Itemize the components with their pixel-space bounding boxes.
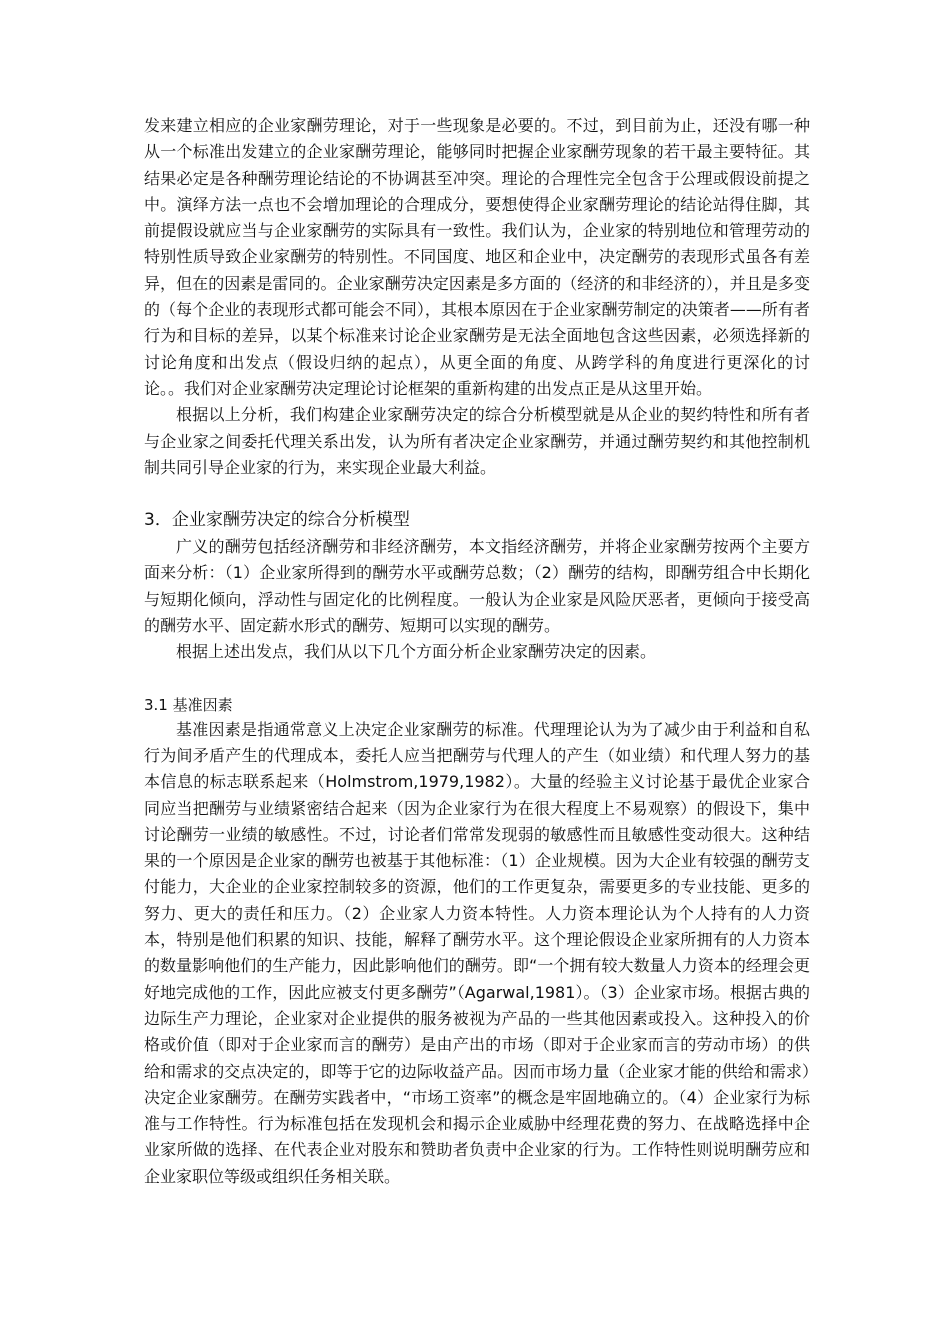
document-body [144, 113, 810, 1190]
section-3-heading: 3．企业家酬劳决定的综合分析模型 [144, 510, 410, 531]
intro-paragraph-1: 发来建立相应的企业家酬劳理论，对于一些现象是必要的。不过，到目前为止，还没有哪一种从一个标准出发建立的企业家酬劳理论，能够同时把握企业家酬劳现象的若干最主要特征。其结果必定是各种酬劳理论结论的不协调甚至冲突。理论的合理性完全包含于公理或假设前提之中。演绎方法一点也不会增加理论的合理成分，要想使得企业家酬劳理论的结论站得住脚，其前提假设就应当与企业家酬劳的实际具有一致性。我们认为，企业家的特别地位和管理劳动的特别性质导致企业家酬劳的特别性。不同国度、地区和企业中，决定酬劳的表现形式虽各有差异，但在的因素是雷同的。企业家酬劳决定因素是多方面的（经济的和非经济的），并且是多变的（每个企业的表现形式都可能会不同），其根本原因在于企业家酬劳制定的决策者——所有者行为和目标的差异，以某个标准来讨论企业家酬劳是无法全面地包含这些因素，必须选择新的讨论角度和出发点（假设归纳的起点），从更全面的角度、从跨学科的角度进行更深化的讨论。。我们对企业家酬劳决定理论讨论框架的重新构建的出发点正是从这里开始。 [144, 116, 810, 398]
section-3-paragraph-2: 根据上述出发点，我们从以下几个方面分析企业家酬劳决定的因素。 [176, 642, 657, 662]
section-3-1-heading: 3.1 基准因素 [144, 695, 233, 714]
intro-paragraph-2: 根据以上分析，我们构建企业家酬劳决定的综合分析模型就是从企业的契约特性和所有者与企业家之间委托代理关系出发，认为所有者决定企业家酬劳，并通过酬劳契约和其他控制机制共同引导企业家的行为，来实现企业最大利益。 [144, 405, 810, 477]
section-3-paragraph-1: 广义的酬劳包括经济酬劳和非经济酬劳，本文指经济酬劳，并将企业家酬劳按两个主要方面来分析：（1）企业家所得到的酬劳水平或酬劳总数；（2）酬劳的结构，即酬劳组合中长期化与短期化倾向，浮动性与固定化的比例程度。一般认为企业家是风险厌恶者，更倾向于接受高的酬劳水平、固定薪水形式的酬劳、短期可以实现的酬劳。 [144, 537, 810, 636]
section-3-1-paragraph-1: 基准因素是指通常意义上决定企业家酬劳的标准。代理理论认为为了减少由于利益和自私行为间矛盾产生的代理成本，委托人应当把酬劳与代理人的产生（如业绩）和代理人努力的基本信息的标志联系起来（Holmstrom,1979,1982）。大量的经验主义讨论基于最优企业家合同应当把酬劳与业绩紧密结合起来（因为企业家行为在很大程度上不易观察）的假设下，集中讨论酬劳一业绩的敏感性。不过，讨论者们常常发现弱的敏感性而且敏感性变动很大。这种结果的一个原因是企业家的酬劳也被基于其他标准：（1）企业规模。因为大企业有较强的酬劳支付能力，大企业的企业家控制较多的资源，他们的工作更复杂，需要更多的专业技能、更多的努力、更大的责任和压力。（2）企业家人力资本特性。人力资本理论认为个人持有的人力资本，特别是他们积累的知识、技能，解释了酬劳水平。这个理论假设企业家所拥有的人力资本的数量影响他们的生产能力，因此影响他们的酬劳。即“一个拥有较大数量人力资本的经理会更好地完成他的工作，因此应被支付更多酬劳”（Agarwal,1981）。（3）企业家市场。根据古典的边际生产力理论，企业家对企业提供的服务被视为产品的一些其他因素或投入。这种投入的价格或价值（即对于企业家而言的酬劳）是由产出的市场（即对于企业家而言的劳动市场）的供给和需求的交点决定的，即等于它的边际收益产品。因而市场力量（企业家才能的供给和需求）决定企业家酬劳。在酬劳实践者中，“市场工资率”的概念是牢固地确立的。（4）企业家行为标准与工作特性。行为标准包括在发现机会和揭示企业威胁中经理花费的努力、在战略选择中企业家所做的选择、在代表企业对股东和赞助者负责中企业家的行为。工作特性则说明酬劳应和企业家职位等级或组织任务相关联。 [144, 719, 810, 1186]
